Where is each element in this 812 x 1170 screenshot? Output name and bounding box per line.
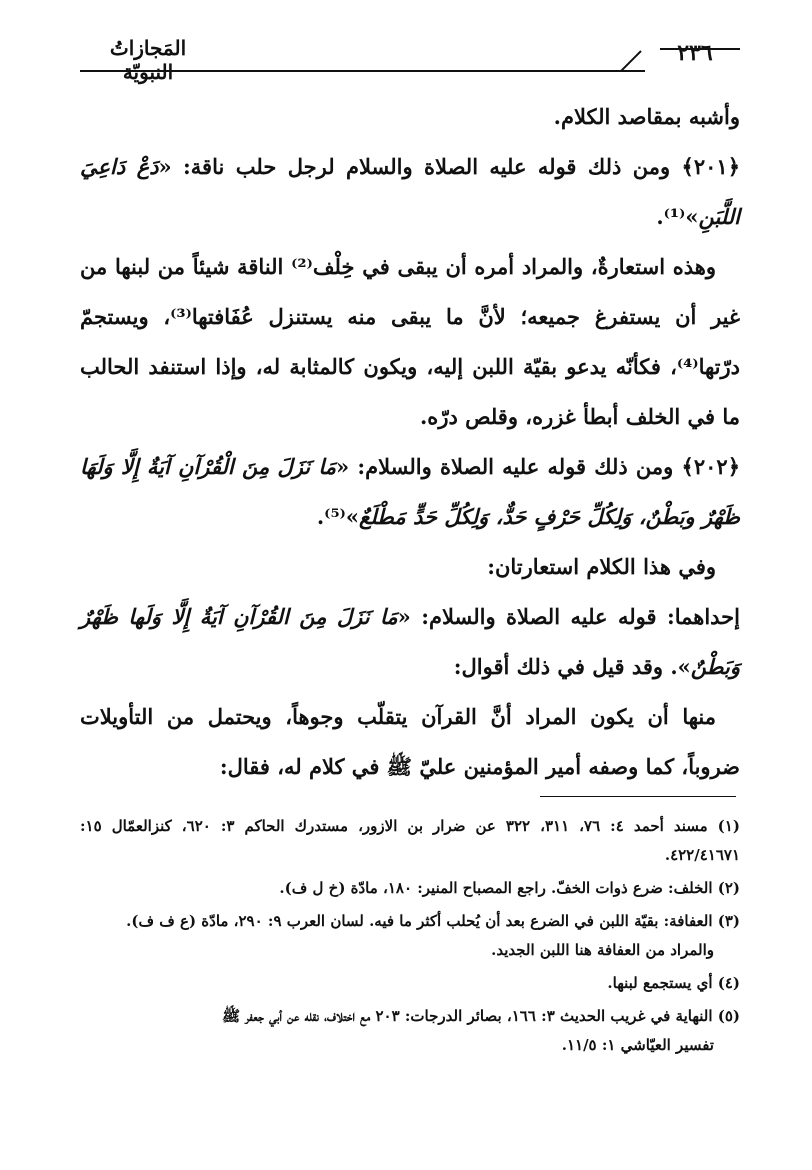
hadith-202-intro: ﴿٢٠٢﴾ ومن ذلك قوله عليه الصلاة والسلام: « bbox=[336, 454, 740, 479]
hadith-201-quote: دَعْ دَاعِيَ اللَّبَنِ bbox=[80, 154, 740, 229]
page-number: ٢٣٦ bbox=[677, 40, 713, 66]
header-rule-slant bbox=[620, 50, 641, 71]
footnotes bbox=[80, 812, 740, 1064]
footnote-5-text: (٥) النهاية في غريب الحديث ٣: ١٦٦، بصائر الدرجات: ٢٠٣ مع اختلاف، نقله عن أبي جعفر ﷺ bbox=[221, 1007, 740, 1025]
footnote-4: (٤) أي يستجمع لبنها. bbox=[607, 974, 740, 992]
paragraph-first-metaphor bbox=[80, 592, 740, 692]
footnote-1: (١) مسند أحمد ٤: ٧٦، ٣١١، ٣٢٢ عن ضرار بن الازور، مستدرك الحاكم ٣: ٦٢٠، كنزالعمّال ١٥: ٤٢٢/٤١٦٧١. bbox=[80, 817, 740, 864]
hadith-202-quote: مَا نَزَلَ مِنَ الْقُرْآنِ آيَةٌ إِلَّا وَلَهَا ظَهْرٌ وبَطْنٌ، وَلِكُلِّ حَرْفٍ حَدٌّ، وَلِكُلِّ حَدٍّ مَطْلَعٌ bbox=[80, 454, 740, 529]
first-metaphor-intro: إحداهما: قوله عليه الصلاة والسلام: « bbox=[397, 604, 741, 629]
footnote-3 bbox=[80, 907, 740, 965]
header-rule bbox=[80, 70, 645, 72]
paragraph-interpretations: منها أن يكون المراد أنَّ القرآن يتقلّب وجوهاً، ويحتمل من التأويلات ضروباً، كما وصفه أمير المؤمنين عليّ ﷺ في كلام له، فقال: bbox=[80, 704, 740, 779]
paragraph-0: وأشبه بمقاصد الكلام. bbox=[553, 104, 740, 129]
footnote-rule bbox=[540, 796, 736, 797]
first-metaphor-outro: ». وقد قيل في ذلك أقوال: bbox=[453, 654, 691, 679]
running-title: المَجازاتُ النبويّة bbox=[109, 36, 187, 84]
footnote-3-continuation: والمراد من العفافة هنا اللبن الجديد. bbox=[491, 941, 714, 959]
header-rule-short bbox=[660, 48, 740, 50]
hadith-201-ref: »⁽¹⁾. bbox=[656, 204, 699, 229]
footnote-2: (٢) الخلف: ضرع ذوات الخفّ. راجع المصباح المنير: ١٨٠، مادّة (خ ل ف). bbox=[279, 879, 740, 897]
paragraph-201 bbox=[80, 142, 740, 242]
hadith-202-ref: »⁽⁵⁾. bbox=[316, 504, 360, 529]
footnote-3-text: (٣) العفافة: بقيّة اللبن في الضرع بعد أن يُحلب أكثر ما فيه. لسان العرب ٩: ٢٩٠، مادّة (ع ف ف). bbox=[126, 912, 740, 930]
main-text bbox=[80, 92, 740, 792]
footnote-5-continuation: تفسير العيّاشي ١: ١١/٥. bbox=[561, 1036, 714, 1054]
paragraph-explanation: وهذه استعارةٌ، والمراد أمره أن يبقى في خِلْف⁽²⁾ الناقة شيئاً من لبنها من غير أن يستفرغ جميعه؛ لأنَّ ما يبقى منه يستنزل عُفَافتها⁽³⁾، ويستجمّ درّتها⁽⁴⁾، فكأنّه يدعو بقيّة اللبن إليه، ويكون كالمثابة له، وإذا استنفد الحالب ما في الخلف أبطأ غزره، وقلص درّه. bbox=[80, 254, 740, 429]
footnote-5 bbox=[80, 1002, 740, 1060]
first-metaphor-quote: مَا نَزَلَ مِنَ القُرْآنِ آيَةٌ إِلَّا وَلَها ظَهْرٌ وَبَطْنٌ bbox=[80, 604, 740, 679]
paragraph-202 bbox=[80, 442, 740, 542]
hadith-201-intro: ﴿٢٠١﴾ ومن ذلك قوله عليه الصلاة والسلام لرجل حلب ناقة: « bbox=[158, 154, 740, 179]
paragraph-two-metaphors: وفي هذا الكلام استعارتان: bbox=[487, 554, 716, 579]
